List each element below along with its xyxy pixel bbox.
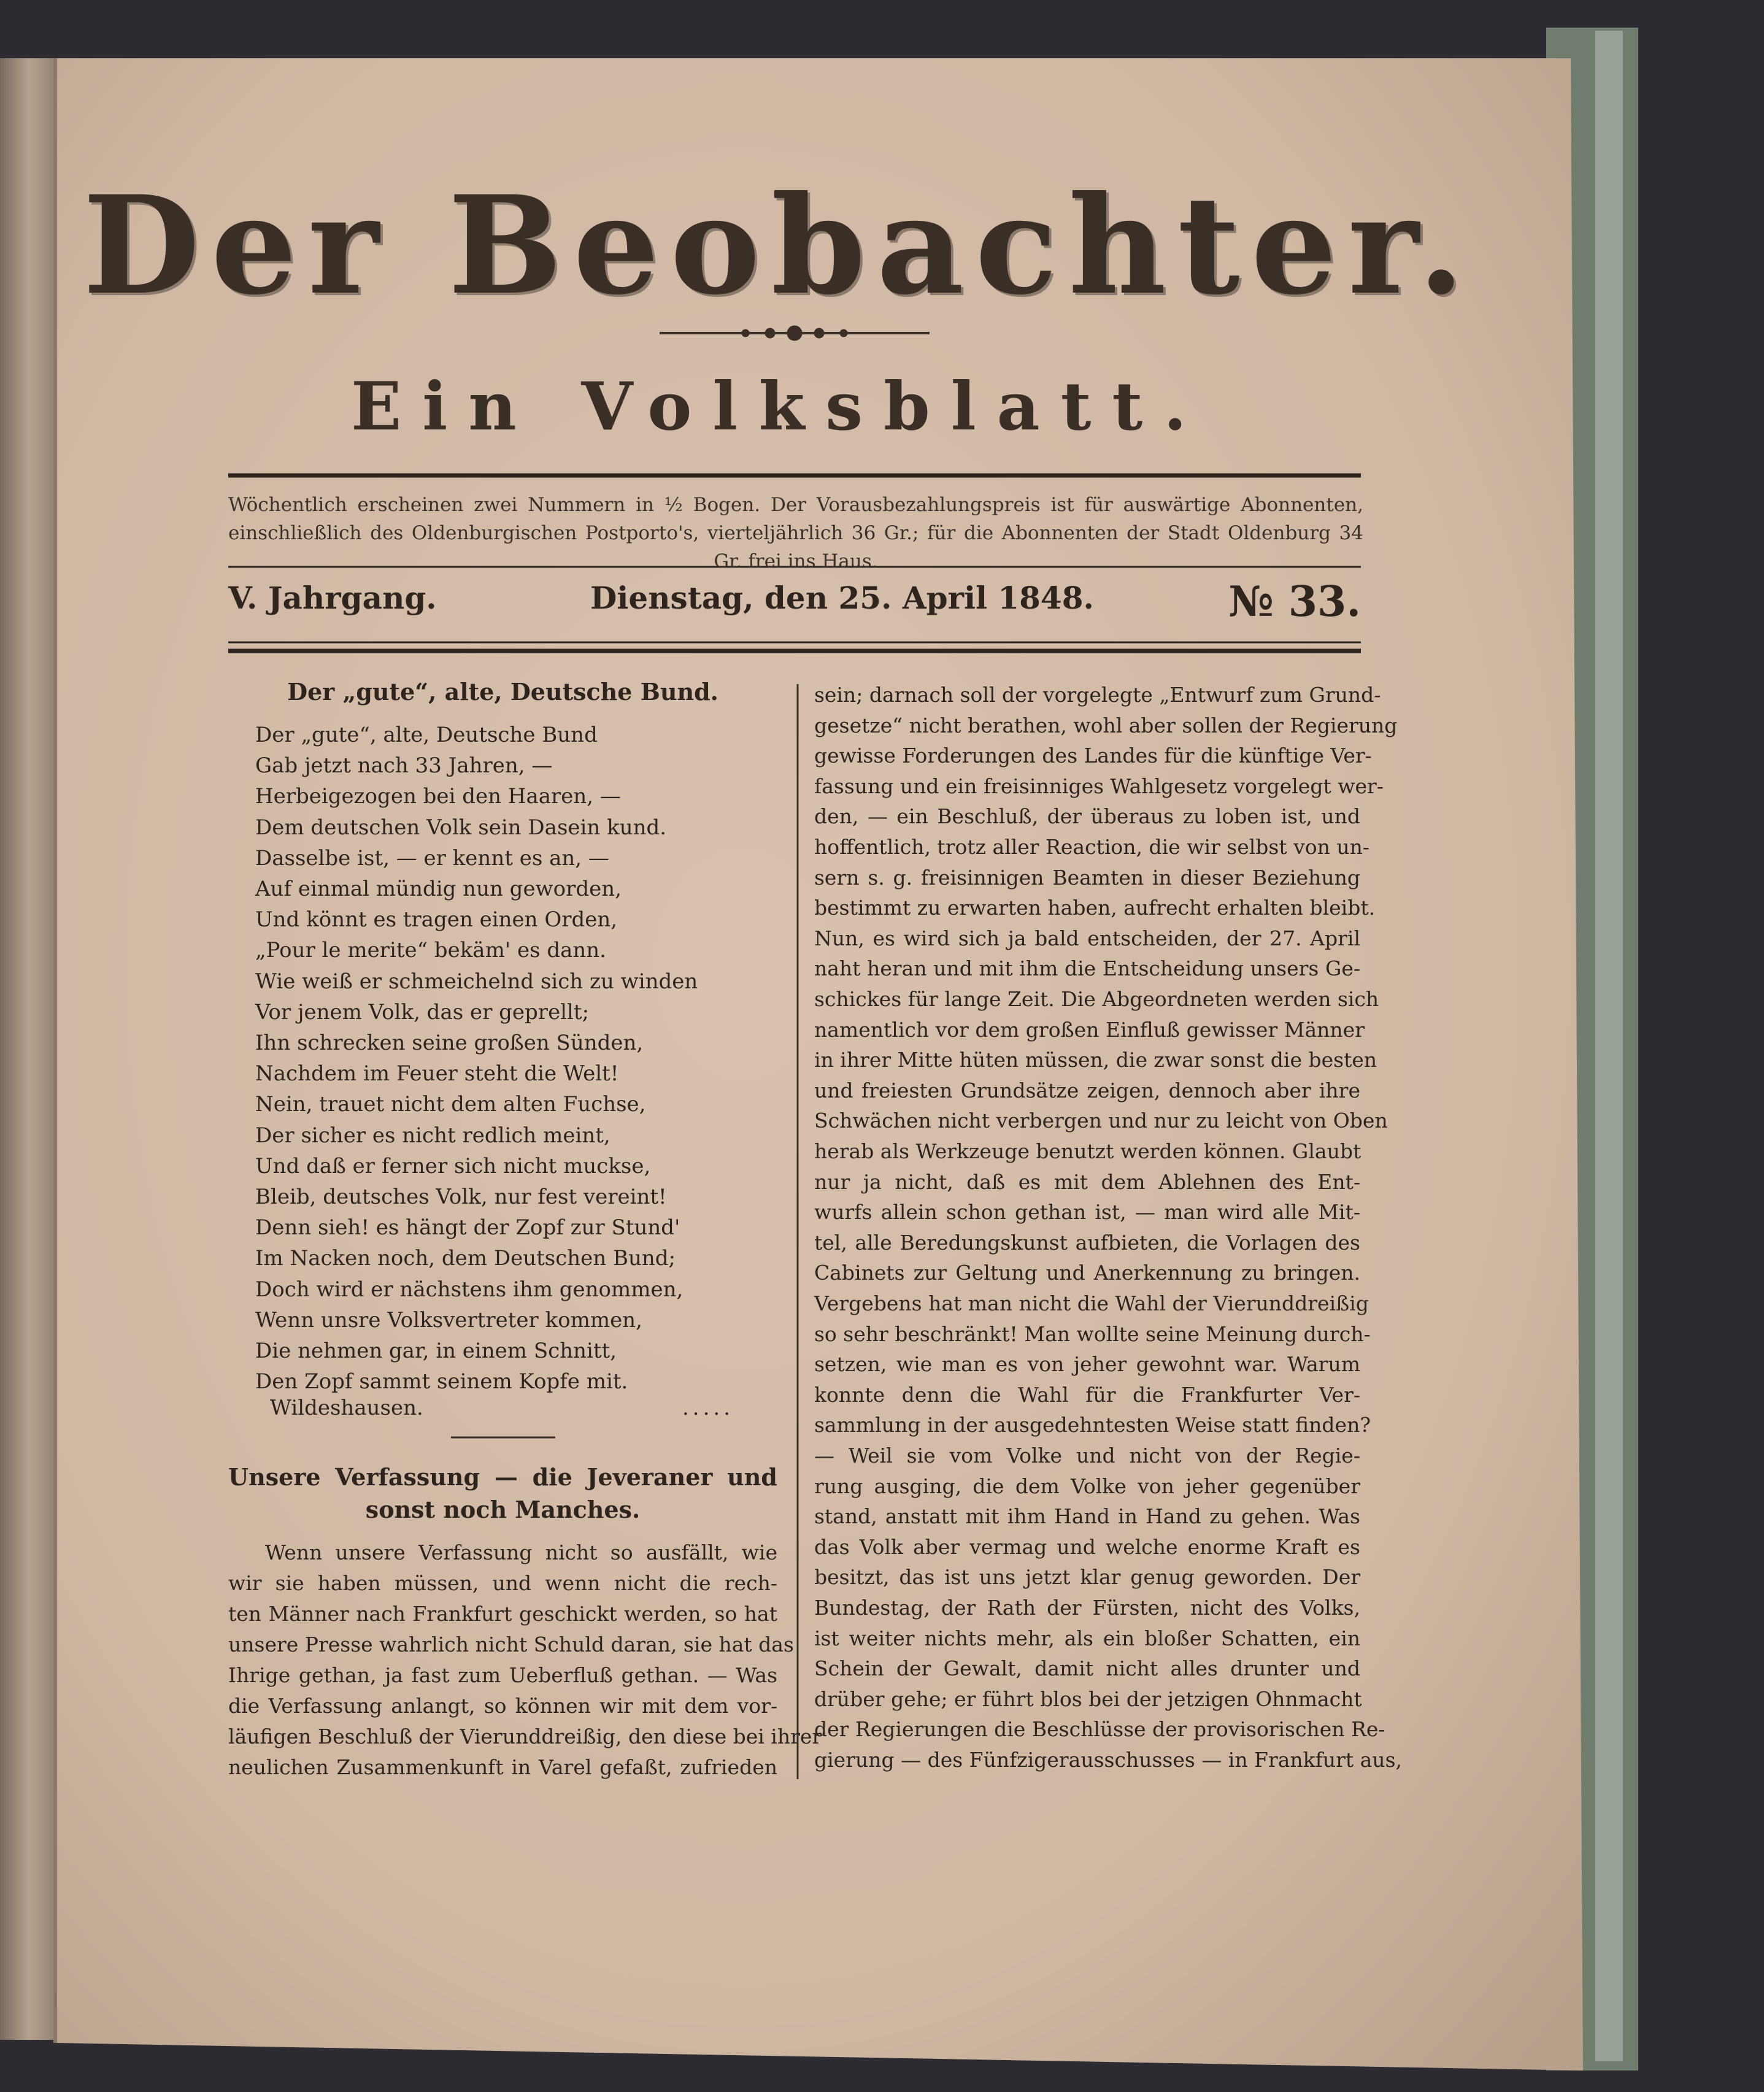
poem-line: Ihn schrecken seine großen Sünden, — [255, 1031, 644, 1055]
text-line: — Weil sie vom Volke und nicht von der Regie- — [814, 1444, 1360, 1467]
poem-line: Der sicher es nicht redlich meint, — [255, 1123, 610, 1148]
text-line: so sehr beschränkt! Man wollte seine Meinung durch- — [814, 1321, 1371, 1346]
text-line: wir sie haben müssen, und wenn nicht die rech- — [228, 1571, 777, 1595]
text-line: in ihrer Mitte hüten müssen, die zwar sonst die besten — [814, 1048, 1377, 1072]
text-line: gesetze“ nicht berathen, wohl aber sollen der Regierung — [814, 713, 1398, 737]
article-title-line1: Unsere Verfassung — die Jeveraner und — [228, 1463, 777, 1491]
text-line: sern s. g. freisinnigen Beamten in dieser Beziehung — [814, 865, 1360, 890]
poem-line: Doch wird er nächstens ihm genommen, — [255, 1277, 684, 1302]
text-line: Wenn unsere Verfassung nicht so ausfällt, wie — [265, 1540, 777, 1564]
text-line: Schein der Gewalt, damit nicht alles drunter und — [814, 1656, 1360, 1681]
text-line: schickes für lange Zeit. Die Abgeordneten werden sich — [814, 987, 1379, 1011]
poem-line: Den Zopf sammt seinem Kopfe mit. — [255, 1369, 628, 1394]
text-line: Bundestag, der Rath der Fürsten, nicht des Volks, — [814, 1596, 1360, 1620]
text-line: ist weiter nichts mehr, als ein bloßer Schatten, ein — [814, 1626, 1360, 1650]
poem-line: „Pour le merite“ bekäm' es dann. — [255, 938, 606, 963]
facing-page — [0, 58, 58, 2040]
text-line: besitzt, das ist uns jetzt klar genug geworden. Der — [814, 1565, 1360, 1590]
text-line: und freiesten Grundsätze zeigen, dennoch aber ihre — [814, 1078, 1360, 1102]
text-line: bestimmt zu erwarten haben, aufrecht erhalten bleibt. — [814, 896, 1376, 920]
poem-place: Wildeshausen. — [270, 1396, 423, 1420]
masthead-title: Der Beobachter. — [82, 166, 1476, 325]
poem-line: Die nehmen gar, in einem Schnitt, — [255, 1339, 617, 1363]
poem-line: Nein, trauet nicht dem alten Fuchse, — [255, 1092, 646, 1117]
poem-line: Dasselbe ist, — er kennt es an, — — [255, 845, 609, 871]
poem-line: Denn sieh! es hängt der Zopf zur Stund' — [255, 1215, 680, 1240]
text-line: das Volk aber vermag und welche enorme Kraft es — [814, 1534, 1360, 1559]
text-line: naht heran und mit ihm die Entscheidung unsers Ge- — [814, 956, 1360, 981]
masthead-subtitle: Ein Volksblatt. — [351, 368, 1207, 445]
poem-line: Und könnt es tragen einen Orden, — [255, 907, 618, 933]
text-line: wurfs allein schon gethan ist, — man wird alle Mit- — [814, 1200, 1360, 1225]
text-line: Ihrige gethan, ja fast zum Ueberfluß gethan. — Was — [228, 1663, 777, 1687]
text-line: konnte denn die Wahl für die Frankfurter Ver- — [814, 1382, 1360, 1407]
text-line: gierung — des Fünfzigerausschusses — in Frankfurt aus, — [814, 1748, 1402, 1772]
poem-line: Wie weiß er schmeichelnd sich zu winden — [255, 969, 698, 994]
text-line: stand, anstatt mit ihm Hand in Hand zu gehen. Was — [814, 1504, 1360, 1529]
text-line: Cabinets zur Geltung und Anerkennung zu bringen. — [814, 1261, 1360, 1285]
text-line: hoffentlich, trotz aller Reaction, die wir selbst von un- — [814, 835, 1370, 859]
article-title-line2: sonst noch Manches. — [365, 1496, 641, 1523]
text-line: nur ja nicht, daß es mit dem Ablehnen des Ent- — [814, 1169, 1360, 1194]
text-line: der Regierungen die Beschlüsse der provisorischen Re- — [814, 1717, 1385, 1742]
poem-line: Auf einmal mündig nun geworden, — [255, 877, 622, 901]
text-line: Nun, es wird sich ja bald entscheiden, der 27. April — [814, 926, 1360, 950]
subscription-notice: Wöchentlich erscheinen zwei Nummern in ½ Bogen. Der Vorausbezahlungspreis ist für auswärtige Abonnenten, einschließlich des Oldenburgischen Postporto's, vierteljährlich 36 Gr.; für die Abonnenten der Stadt Oldenburg 34 Gr. frei ins Haus. — [228, 494, 1363, 572]
text-line: unsere Presse wahrlich nicht Schuld daran, sie hat das — [228, 1632, 794, 1656]
poem-line: Und daß er ferner sich nicht muckse, — [255, 1153, 651, 1179]
text-line: Vergebens hat man nicht die Wahl der Vierunddreißig — [814, 1291, 1369, 1315]
poem-line: Herbeigezogen bei den Haaren, — — [255, 784, 621, 809]
text-line: die Verfassung anlangt, so können wir mit dem vor- — [228, 1694, 777, 1718]
text-line: setzen, wie man es von jeher gewohnt war. Warum — [814, 1352, 1360, 1377]
text-line: gewisse Forderungen des Landes für die künftige Ver- — [814, 744, 1372, 768]
poem-line: Der „gute“, alte, Deutsche Bund — [255, 723, 598, 747]
text-line: ten Männer nach Frankfurt geschickt werden, so hat — [228, 1602, 777, 1626]
poem-line: Gab jetzt nach 33 Jahren, — — [255, 753, 553, 779]
text-line: herab als Werkzeuge benutzt werden können. Glaubt — [814, 1139, 1362, 1163]
text-line: neulichen Zusammenkunft in Varel gefaßt, zufrieden — [228, 1755, 777, 1779]
poem-line: Bleib, deutsches Volk, nur fest vereint! — [255, 1185, 667, 1209]
text-line: sein; darnach soll der vorgelegte „Entwurf zum Grund- — [814, 683, 1381, 707]
text-line: drüber gehe; er führt blos bei der jetzigen Ohnmacht — [814, 1686, 1362, 1711]
text-line: läufigen Beschluß der Vierunddreißig, den diese bei ihrer — [228, 1725, 822, 1748]
poem-line: Wenn unsre Volksvertreter kommen, — [255, 1307, 642, 1332]
poem-line: Dem deutschen Volk sein Dasein kund. — [255, 815, 667, 840]
text-line: namentlich vor dem großen Einfluß gewisser Männer — [814, 1017, 1365, 1042]
text-line: rung ausging, die dem Volke von jeher gegenüber — [814, 1474, 1360, 1498]
text-line: Schwächen nicht verbergen und nur zu leicht von Oben — [814, 1109, 1388, 1133]
poem-signature: ..... — [682, 1396, 734, 1420]
issue-date: Dienstag, den 25. April 1848. — [590, 580, 1094, 616]
poem-line: Vor jenem Volk, das er geprellt; — [255, 999, 590, 1025]
poem-line: Im Nacken noch, dem Deutschen Bund; — [255, 1246, 676, 1271]
right-column — [814, 0, 1402, 2092]
text-line: fassung und ein freisinniges Wahlgesetz vorgelegt wer- — [814, 774, 1384, 798]
poem-line: Nachdem im Feuer steht die Welt! — [255, 1061, 619, 1086]
text-line: den, — ein Beschluß, der überaus zu loben ist, und — [814, 804, 1360, 829]
text-line: sammlung in der ausgedehntesten Weise statt finden? — [814, 1413, 1371, 1437]
poem-title: Der „gute“, alte, Deutsche Bund. — [287, 678, 718, 706]
issue-number: № 33. — [1228, 577, 1361, 626]
volume-label: V. Jahrgang. — [228, 580, 437, 616]
text-line: tel, alle Beredungskunst aufbieten, die Vorlagen des — [814, 1230, 1360, 1255]
